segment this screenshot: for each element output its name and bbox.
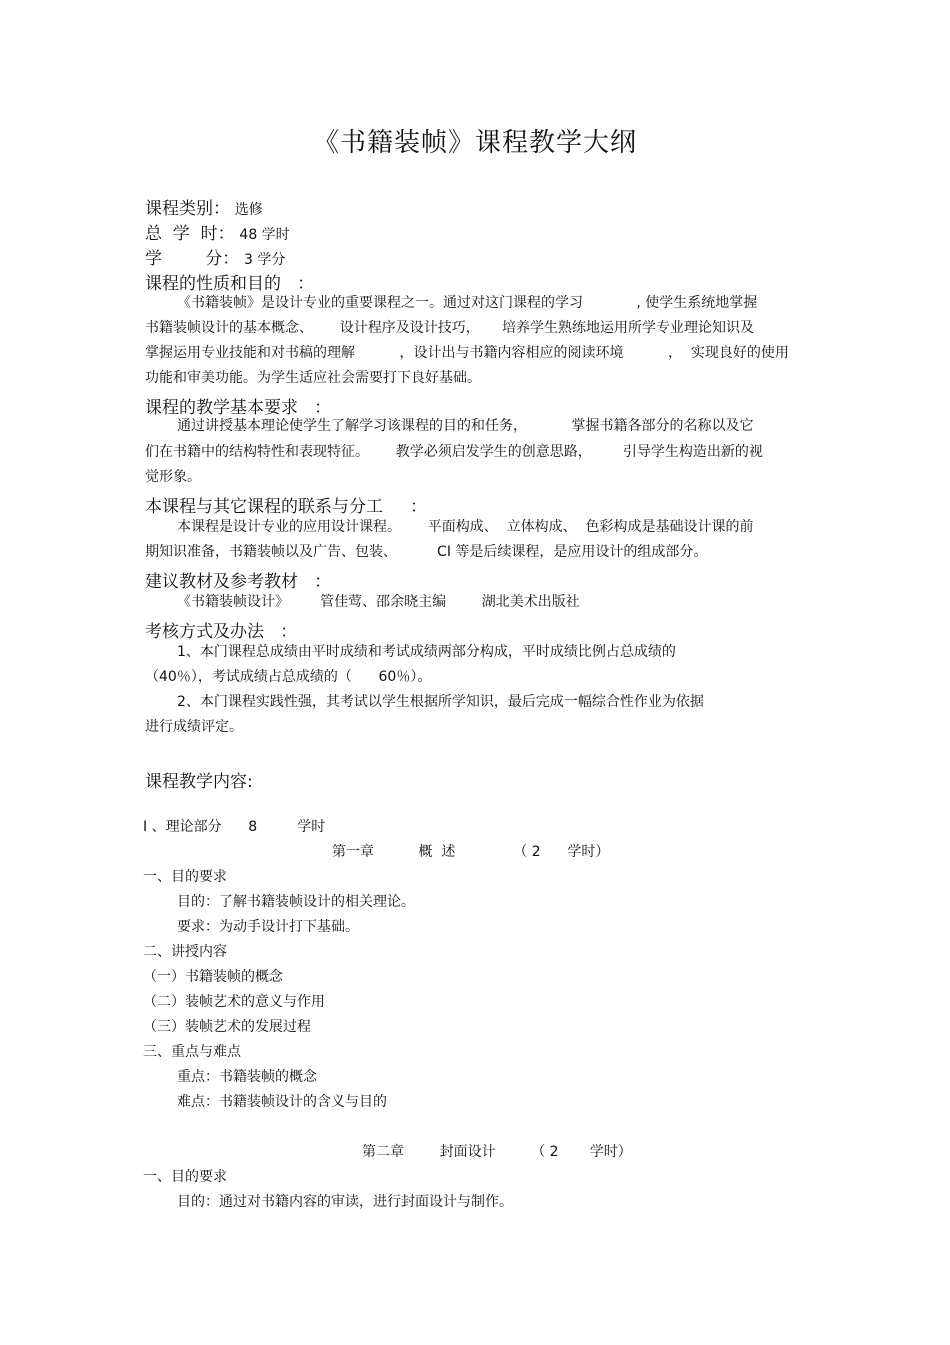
chapter-2-title: 第二章 封面设计 （ 2 学时） [362, 1144, 632, 1160]
assessment-line-2: （40％），考试成绩占总成绩的（ 60％）。 [145, 669, 432, 685]
course-category [145, 194, 263, 219]
page-title: 《书籍装帧》课程教学大纲 [312, 128, 637, 158]
chapter-1-item-1: （一）书籍装帧的概念 [143, 969, 283, 985]
nature-line-3: 掌握运用专业技能和对书稿的理解 ，设计出与书籍内容相应的阅读环境 ， 实现良好的使用 [145, 345, 789, 361]
relations-line-1: 本课程是设计专业的应用设计课程。 平面构成、 立体构成、 色彩构成是基础设计课的前 [177, 519, 754, 535]
assessment-line-1: 1、本门课程总成绩由平时成绩和考试成绩两部分构成，平时成绩比例占总成绩的 [177, 644, 676, 660]
chapter-1-difficulty: 难点：书籍装帧设计的含义与目的 [177, 1094, 387, 1110]
course-category-value: 选修 [234, 202, 263, 218]
chapter-2-goal-heading: 一、目的要求 [143, 1169, 227, 1185]
requirements-line-2: 们在书籍中的结构特性和表现特征。 教学必须启发学生的创意思路， 引导学生构造出新的视 [145, 444, 763, 460]
chapter-1-key-heading: 三、重点与难点 [143, 1044, 241, 1060]
chapter-1-item-2: （二）装帧艺术的意义与作用 [143, 994, 325, 1010]
total-hours [145, 219, 290, 244]
chapter-1-item-3: （三）装帧艺术的发展过程 [143, 1019, 311, 1035]
section-heading-relations: 本课程与其它课程的联系与分工 ： [145, 497, 428, 517]
chapter-1-goal-heading: 一、目的要求 [143, 869, 227, 885]
course-category-label: 课程类别： [145, 199, 230, 219]
section-heading-nature: 课程的性质和目的 ： [145, 274, 315, 294]
part-1-theory: I 、理论部分 8 学时 [143, 819, 326, 835]
textbooks-line-1: 《书籍装帧设计》 管佳莺、邵余晓主编 湖北美术出版社 [177, 594, 580, 610]
section-heading-requirements: 课程的教学基本要求 ： [145, 398, 332, 418]
credits-value: 3 学分 [244, 252, 286, 268]
relations-line-2: 期知识准备，书籍装帧以及广告、包装、 CI 等是后续课程，是应用设计的组成部分。 [145, 544, 708, 560]
credits-label: 学 分： [145, 249, 240, 269]
section-heading-assessment: 考核方式及办法 ： [145, 622, 298, 642]
chapter-1-key-point: 重点：书籍装帧的概念 [177, 1069, 317, 1085]
chapter-2-goal: 目的：通过对书籍内容的审读，进行封面设计与制作。 [177, 1194, 513, 1210]
total-hours-value: 48 学时 [239, 227, 290, 243]
chapter-1-lecture-heading: 二、讲授内容 [143, 944, 227, 960]
total-hours-label: 总 学 时： [145, 224, 235, 244]
nature-line-1: 《书籍装帧》是设计专业的重要课程之一。通过对这门课程的学习 , 使学生系统地掌握 [177, 295, 758, 311]
nature-line-2: 书籍装帧设计的基本概念、 设计程序及设计技巧， 培养学生熟练地运用所学专业理论知识及 [145, 320, 754, 336]
section-heading-textbooks: 建议教材及参考教材 ： [145, 572, 332, 592]
chapter-1-title: 第一章 概 述 （ 2 学时） [332, 844, 610, 860]
content-heading: 课程教学内容: [145, 772, 253, 792]
chapter-1-goal: 目的：了解书籍装帧设计的相关理论。 [177, 894, 415, 910]
assessment-line-4: 进行成绩评定。 [145, 719, 243, 735]
requirements-line-3: 觉形象。 [145, 469, 201, 485]
chapter-1-requirement: 要求：为动手设计打下基础。 [177, 919, 359, 935]
nature-line-4: 功能和审美功能。为学生适应社会需要打下良好基础。 [145, 370, 481, 386]
requirements-line-1: 通过讲授基本理论使学生了解学习该课程的目的和任务， 掌握书籍各部分的名称以及它 [177, 418, 754, 434]
credits [145, 244, 285, 269]
assessment-line-3: 2、本门课程实践性强，其考试以学生根据所学知识，最后完成一幅综合性作业为依据 [177, 694, 704, 710]
